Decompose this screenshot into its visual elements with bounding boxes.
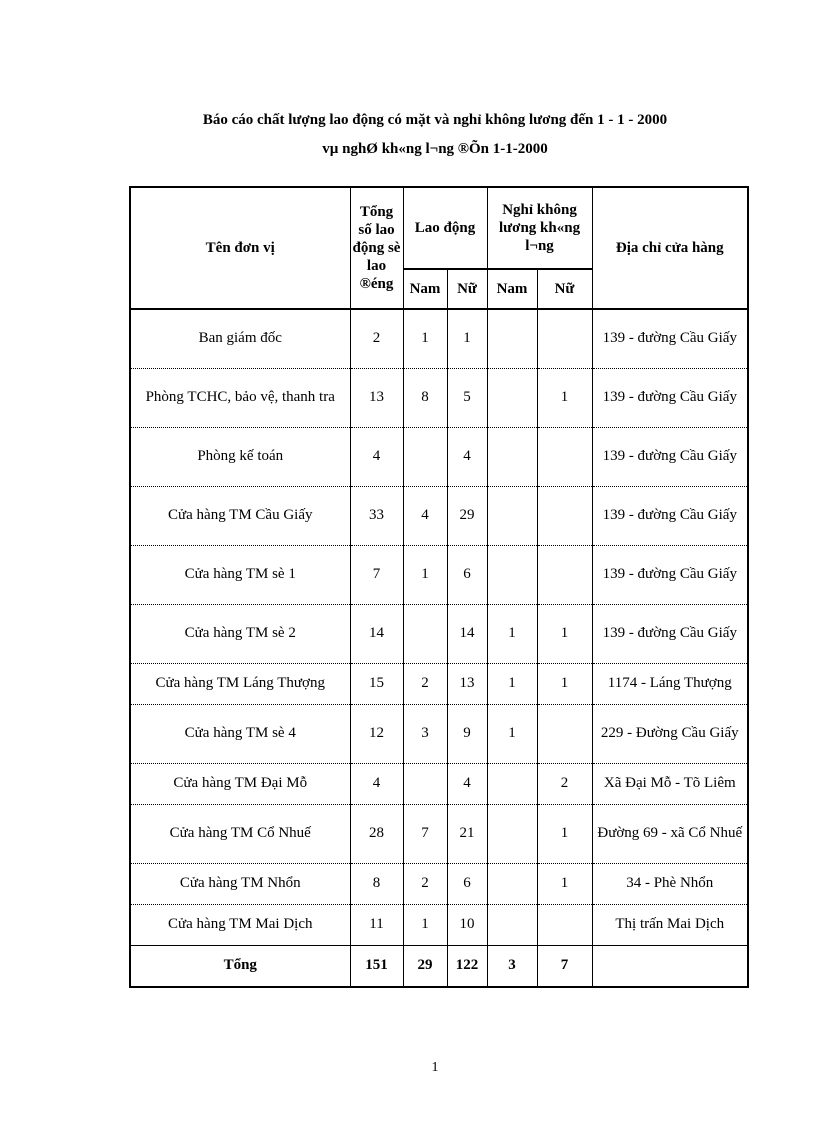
header-unit: Tên đơn vị (130, 187, 350, 309)
total-total: 151 (350, 945, 403, 987)
total-labor-male: 29 (403, 945, 447, 987)
page-number: 1 (431, 1060, 439, 1075)
cell-unpaid-male (487, 486, 537, 545)
cell-total: 4 (350, 763, 403, 804)
cell-labor-female: 6 (447, 545, 487, 604)
table-row (130, 604, 748, 663)
table-row (130, 486, 748, 545)
cell-total: 12 (350, 704, 403, 763)
cell-labor-female: 6 (447, 863, 487, 904)
cell-labor-male: 3 (403, 704, 447, 763)
labor-table (129, 186, 749, 988)
cell-unpaid-male (487, 863, 537, 904)
report-title: Báo cáo chất lượng lao động có mặt và nghỉ không lương đến 1 - 1 - 2000 (202, 112, 668, 128)
cell-unit: Cửa hàng TM sè 1 (130, 545, 350, 604)
cell-unpaid-male (487, 309, 537, 368)
cell-labor-male (403, 427, 447, 486)
cell-unpaid-female (537, 545, 592, 604)
cell-unpaid-male (487, 545, 537, 604)
cell-address: 139 - đường Cầu Giấy (592, 309, 748, 368)
total-unpaid-male: 3 (487, 945, 537, 987)
cell-labor-male (403, 604, 447, 663)
cell-labor-female: 10 (447, 904, 487, 945)
cell-labor-male: 2 (403, 663, 447, 704)
table-row (130, 309, 748, 368)
cell-labor-male: 1 (403, 309, 447, 368)
cell-labor-male: 8 (403, 368, 447, 427)
cell-labor-female: 4 (447, 427, 487, 486)
total-row (130, 945, 748, 987)
cell-unpaid-female: 2 (537, 763, 592, 804)
cell-unpaid-female: 1 (537, 368, 592, 427)
cell-total: 8 (350, 863, 403, 904)
header-unpaid-female: Nữ (537, 269, 592, 309)
cell-address: 34 - Phè Nhổn (592, 863, 748, 904)
cell-address: Xã Đại Mỗ - Tõ Liêm (592, 763, 748, 804)
cell-total: 13 (350, 368, 403, 427)
cell-unpaid-female: 1 (537, 604, 592, 663)
cell-labor-male: 4 (403, 486, 447, 545)
cell-labor-male: 1 (403, 904, 447, 945)
cell-total: 33 (350, 486, 403, 545)
cell-unpaid-male: 1 (487, 604, 537, 663)
cell-labor-female: 4 (447, 763, 487, 804)
cell-labor-female: 29 (447, 486, 487, 545)
report-subtitle: vµ nghØ kh«ng l¬ng ®Õn 1-1-2000 (322, 141, 548, 157)
total-label: Tổng (130, 945, 350, 987)
table-row (130, 368, 748, 427)
header-labor-male: Nam (403, 269, 447, 309)
cell-labor-male (403, 763, 447, 804)
cell-unit: Phòng kế toán (130, 427, 350, 486)
cell-unit: Phòng TCHC, bảo vệ, thanh tra (130, 368, 350, 427)
cell-unit: Ban giám đốc (130, 309, 350, 368)
cell-labor-female: 14 (447, 604, 487, 663)
table-row (130, 704, 748, 763)
cell-unit: Cửa hàng TM Nhổn (130, 863, 350, 904)
cell-labor-female: 21 (447, 804, 487, 863)
table-row (130, 763, 748, 804)
table-row (130, 863, 748, 904)
header-labor: Lao động (403, 187, 487, 269)
cell-total: 11 (350, 904, 403, 945)
cell-address: 1174 - Láng Thượng (592, 663, 748, 704)
cell-total: 28 (350, 804, 403, 863)
cell-labor-male: 7 (403, 804, 447, 863)
cell-labor-female: 5 (447, 368, 487, 427)
cell-unpaid-male (487, 904, 537, 945)
cell-total: 14 (350, 604, 403, 663)
cell-unit: Cửa hàng TM Cổ Nhuế (130, 804, 350, 863)
cell-address: 139 - đường Cầu Giấy (592, 604, 748, 663)
cell-unit: Cửa hàng TM sè 2 (130, 604, 350, 663)
cell-unit: Cửa hàng TM sè 4 (130, 704, 350, 763)
cell-unpaid-female (537, 486, 592, 545)
cell-unit: Cửa hàng TM Cầu Giấy (130, 486, 350, 545)
cell-unpaid-female (537, 704, 592, 763)
table-row (130, 663, 748, 704)
header-labor-female: Nữ (447, 269, 487, 309)
cell-total: 2 (350, 309, 403, 368)
table-row (130, 545, 748, 604)
cell-unpaid-male (487, 368, 537, 427)
cell-unit: Cửa hàng TM Đại Mỗ (130, 763, 350, 804)
total-unpaid-female: 7 (537, 945, 592, 987)
cell-address: 229 - Đường Cầu Giấy (592, 704, 748, 763)
cell-address: Đường 69 - xã Cổ Nhuế (592, 804, 748, 863)
cell-unpaid-male: 1 (487, 704, 537, 763)
cell-address: 139 - đường Cầu Giấy (592, 545, 748, 604)
cell-labor-male: 1 (403, 545, 447, 604)
cell-unpaid-female: 1 (537, 663, 592, 704)
table-row (130, 427, 748, 486)
cell-unpaid-female: 1 (537, 804, 592, 863)
total-address (592, 945, 748, 987)
cell-labor-male: 2 (403, 863, 447, 904)
header-unpaid-male: Nam (487, 269, 537, 309)
cell-total: 7 (350, 545, 403, 604)
cell-labor-female: 1 (447, 309, 487, 368)
cell-address: 139 - đường Cầu Giấy (592, 368, 748, 427)
cell-unit: Cửa hàng TM Mai Dịch (130, 904, 350, 945)
cell-total: 15 (350, 663, 403, 704)
cell-unpaid-male: 1 (487, 663, 537, 704)
cell-address: Thị trấn Mai Dịch (592, 904, 748, 945)
cell-labor-female: 13 (447, 663, 487, 704)
cell-unpaid-male (487, 763, 537, 804)
cell-unpaid-female: 1 (537, 863, 592, 904)
cell-unit: Cửa hàng TM Láng Thượng (130, 663, 350, 704)
cell-total: 4 (350, 427, 403, 486)
cell-address: 139 - đường Cầu Giấy (592, 486, 748, 545)
cell-unpaid-male (487, 804, 537, 863)
table-row (130, 904, 748, 945)
header-address: Địa chỉ cửa hàng (592, 187, 748, 309)
total-labor-female: 122 (447, 945, 487, 987)
cell-labor-female: 9 (447, 704, 487, 763)
cell-unpaid-female (537, 904, 592, 945)
header-unpaid: Nghỉ không lương kh«ng l¬ng (487, 187, 592, 269)
header-total: Tổng số lao động sè lao ®éng (350, 187, 403, 309)
cell-unpaid-female (537, 427, 592, 486)
table-row (130, 804, 748, 863)
cell-unpaid-female (537, 309, 592, 368)
cell-address: 139 - đường Cầu Giấy (592, 427, 748, 486)
cell-unpaid-male (487, 427, 537, 486)
